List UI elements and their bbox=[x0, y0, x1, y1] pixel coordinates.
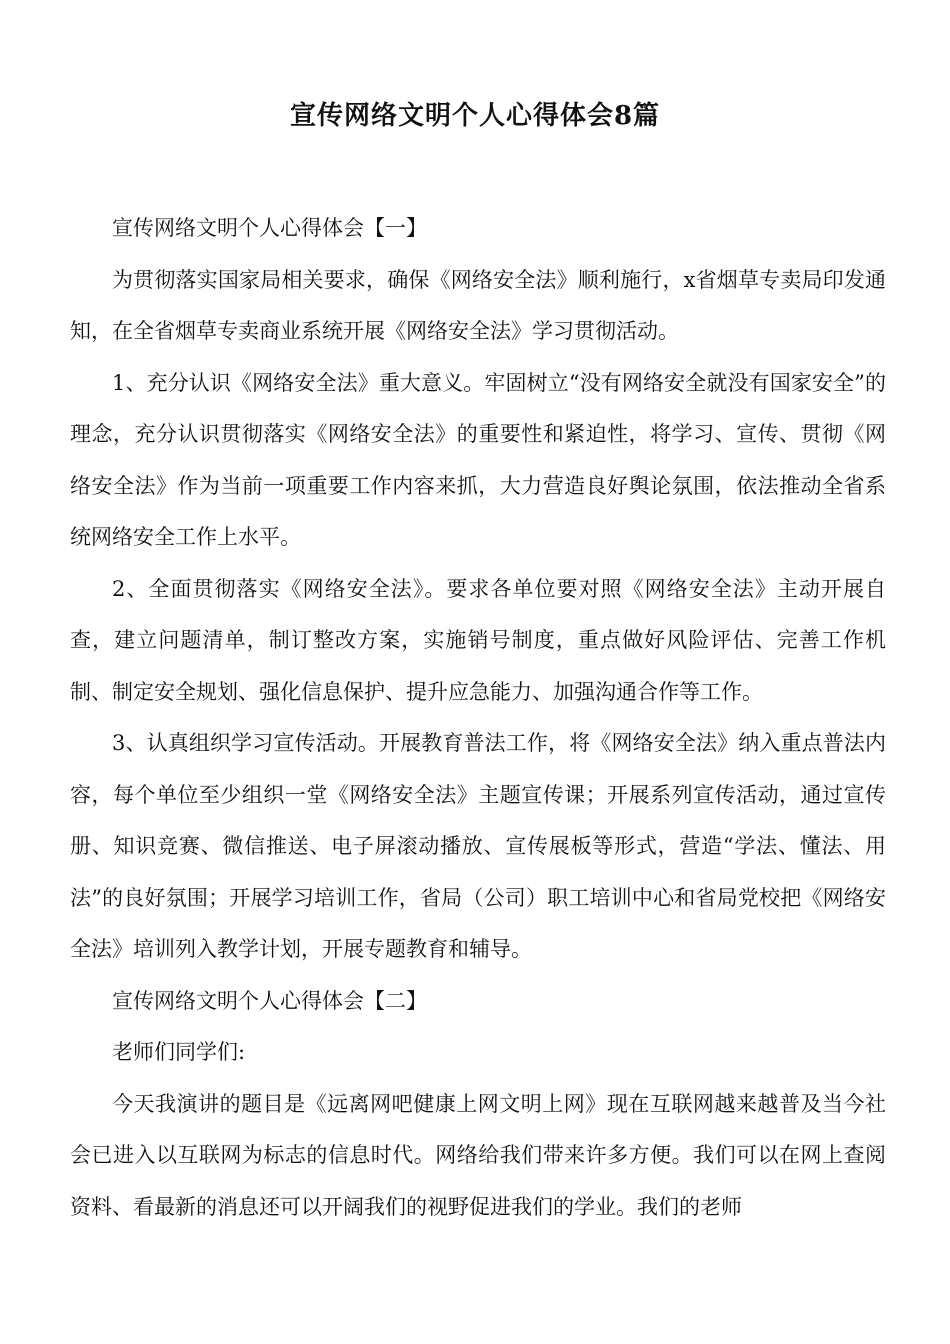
document-title: 宣传网络文明个人心得体会8篇 bbox=[289, 101, 661, 131]
section-heading-1: 宣传网络文明个人心得体会【一】 bbox=[112, 216, 427, 240]
salutation: 老师们同学们: bbox=[112, 1040, 246, 1064]
paragraph: 3、认真组织学习宣传活动。开展教育普法工作，将《网络安全法》纳入重点普法内容，每个单位至少组织一堂《网络安全法》主题宣传课；开展系列宣传活动，通过宣传册、知识竞赛、微信推送、电子屏滚动播放、宣传展板等形式，营造“学法、懂法、用法”的良好氛围；开展学习培训工作，省局（公司）职工培训中心和省局党校把《网络安全法》培训列入教学计划，开展专题教育和辅导。 bbox=[70, 731, 886, 961]
paragraph: 今天我演讲的题目是《远离网吧健康上网文明上网》现在互联网越来越普及当今社会已进入以互联网为标志的信息时代。网络给我们带来许多方便。我们可以在网上查阅资料、看最新的消息还可以开阔我们的视野促进我们的学业。我们的老师 bbox=[70, 1091, 886, 1219]
paragraph: 为贯彻落实国家局相关要求，确保《网络安全法》顺利施行，x省烟草专卖局印发通知，在全省烟草专卖商业系统开展《网络安全法》学习贯彻活动。 bbox=[70, 267, 886, 343]
section-heading-2: 宣传网络文明个人心得体会【二】 bbox=[112, 988, 427, 1013]
paragraph: 1、充分认识《网络安全法》重大意义。牢固树立“没有网络安全就没有国家安全”的理念，充分认识贯彻落实《网络安全法》的重要性和紧迫性，将学习、宣传、贯彻《网络安全法》作为当前一项重要工作内容来抓，大力营造良好舆论氛围，依法推动全省系统网络安全工作上水平。 bbox=[70, 370, 886, 549]
document-body bbox=[70, 203, 886, 1233]
paragraph: 2、全面贯彻落实《网络安全法》。要求各单位要对照《网络安全法》主动开展自查，建立问题清单，制订整改方案，实施销号制度，重点做好风险评估、完善工作机制、制定安全规划、强化信息保护、提升应急能力、加强沟通合作等工作。 bbox=[70, 576, 886, 704]
